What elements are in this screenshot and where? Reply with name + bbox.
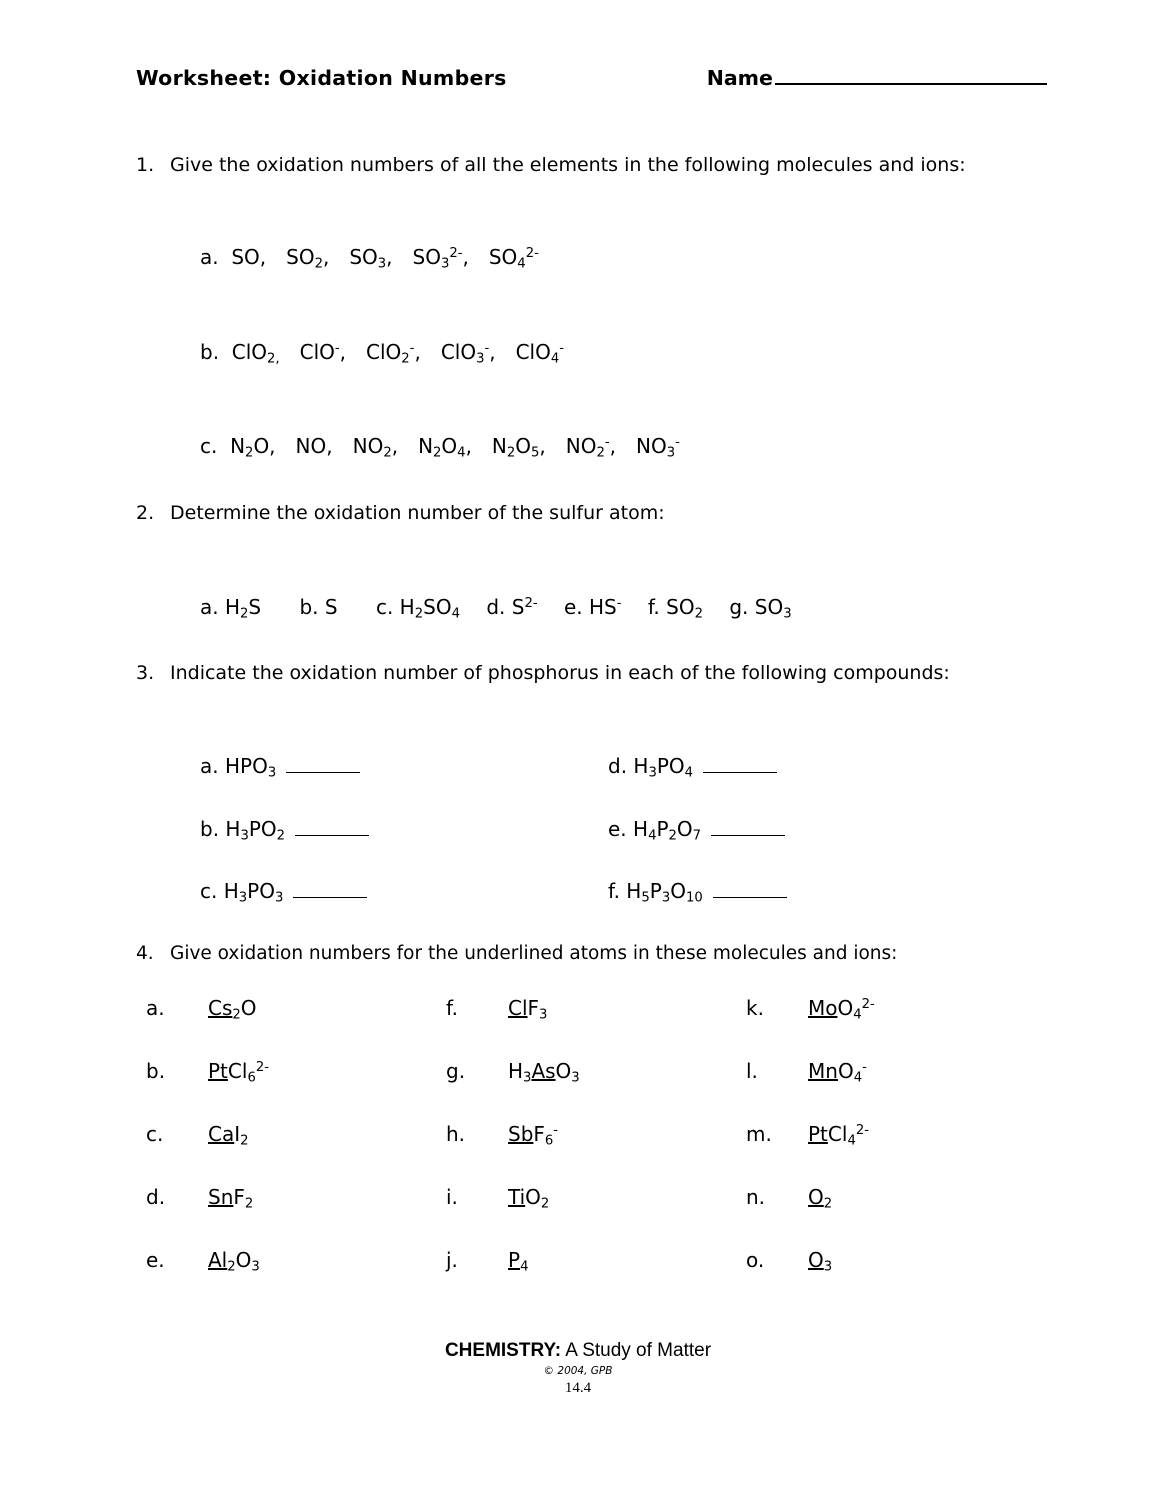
part-label: f. [647, 595, 660, 619]
question-4-grid [146, 996, 1046, 1311]
name-blank-rule[interactable] [775, 83, 1047, 85]
part-label: l. [746, 1059, 758, 1083]
question-3-part-c: c. $H_3PO_3$ [200, 878, 367, 905]
question-3-part-f: f. $H_5P_3O_{10}$ [608, 878, 787, 905]
name-field [707, 66, 1047, 90]
question-1-part-a [200, 245, 539, 271]
part-label: h. [446, 1122, 466, 1146]
formula: $Al_2O_3$ [208, 1248, 260, 1275]
formula: $H_3AsO_3$ [508, 1059, 580, 1086]
formula: $P_4$ [508, 1248, 529, 1275]
question-2-parts: a. $H_2S$ b. S c. $H_2SO_4$ d. $S^{2-}$ e. HS- f. $SO_2$ g. $SO_3$ [200, 595, 792, 622]
part-label: d. [146, 1185, 166, 1209]
formula-list: SO, $SO_2$, $SO_3$, $SO_3^{2-}$, $SO_4^{2-}$ [224, 245, 539, 272]
footer-title-rest: A Study of Matter [561, 1340, 712, 1361]
formula: SnF$_2$ [208, 1185, 254, 1212]
formula: PtCl$_4^{2-}$ [808, 1122, 869, 1149]
part-label: c. [146, 1122, 164, 1146]
question-4-part-o [746, 1248, 1046, 1274]
question-3 [136, 660, 966, 688]
answer-blank[interactable] [295, 816, 369, 836]
part-label: a. [200, 595, 219, 619]
part-label: n. [746, 1185, 766, 1209]
formula: CaI$_2$ [208, 1122, 249, 1149]
part-label: c. [200, 879, 218, 903]
answer-blank[interactable] [286, 753, 360, 773]
question-4-part-m [746, 1122, 1046, 1148]
part-label: b. [146, 1059, 166, 1083]
page-footer [0, 1340, 1156, 1397]
question-4-part-l [746, 1059, 1046, 1085]
question-3-part-d: d. $H_3PO_4$ [608, 753, 777, 780]
name-label: Name [706, 66, 773, 90]
question-4-part-j [446, 1248, 746, 1274]
part-label: a. [200, 245, 219, 269]
question-3-part-e: e. $H_4P_2O_7$ [608, 816, 785, 843]
answer-blank[interactable] [713, 878, 787, 898]
question-4-part-c [146, 1122, 446, 1148]
part-label: b. [299, 595, 319, 619]
page-title: Worksheet: Oxidation Numbers [136, 66, 507, 90]
question-3-text: Indicate the oxidation number of phosphorus in each of the following compounds: [170, 662, 950, 684]
question-1 [136, 152, 996, 180]
question-4-part-e [146, 1248, 446, 1274]
question-4-part-k [746, 996, 1046, 1022]
formula: TiO$_2$ [508, 1185, 550, 1212]
question-4 [136, 941, 996, 968]
footer-title-bold: CHEMISTRY: [444, 1340, 562, 1361]
question-3-number: 3. [136, 662, 155, 684]
part-label: d. [486, 595, 506, 619]
question-4-part-b [146, 1059, 446, 1085]
footer-title [0, 1340, 1156, 1362]
page-header [136, 66, 1036, 90]
question-4-row [146, 1185, 1046, 1248]
question-4-part-g [446, 1059, 746, 1085]
part-label: c. [200, 434, 218, 458]
part-label: k. [746, 996, 764, 1020]
footer-page-number: 14.4 [564, 1380, 592, 1396]
question-3-part-a: a. $HPO_3$ [200, 753, 360, 780]
part-label: c. [375, 595, 394, 619]
answer-blank[interactable] [711, 816, 785, 836]
part-label: d. [608, 754, 628, 778]
answer-blank[interactable] [703, 753, 777, 773]
question-4-part-f [446, 996, 746, 1022]
formula: MnO$_4$- [808, 1059, 867, 1086]
question-4-part-h [446, 1122, 746, 1148]
question-1-part-c [200, 434, 680, 460]
answer-blank[interactable] [293, 878, 367, 898]
formula-list: $N_2O$, NO, $NO_2$, $N_2O_4$, $N_2O_5$, $NO_2^-$, $NO_3^-$ [223, 434, 680, 461]
formula: MoO$_4^{2-}$ [808, 996, 875, 1023]
question-4-part-d [146, 1185, 446, 1211]
part-label: m. [746, 1122, 772, 1146]
question-4-row [146, 996, 1046, 1059]
formula: $O_3$ [808, 1248, 833, 1275]
part-label: a. [200, 754, 219, 778]
part-label: e. [608, 817, 627, 841]
part-label: e. [146, 1248, 165, 1272]
formula: ClF$_3$ [508, 996, 548, 1023]
question-4-text: Give oxidation numbers for the underlined atoms in these molecules and ions: [170, 943, 898, 964]
formula: SbF$_6$- [508, 1122, 559, 1149]
question-2 [136, 500, 996, 528]
question-4-row [146, 1059, 1046, 1122]
part-label: o. [746, 1248, 765, 1272]
question-2-number: 2. [136, 502, 155, 524]
formula: PtCl$_6^{2-}$ [208, 1059, 269, 1086]
question-2-text: Determine the oxidation number of the sulfur atom: [170, 502, 665, 524]
question-1-part-b [200, 340, 564, 366]
question-1-number: 1. [136, 154, 155, 176]
part-label: f. [446, 996, 458, 1020]
question-4-part-i [446, 1185, 746, 1211]
part-label: b. [200, 340, 220, 364]
formula: $Cs_2O$ [208, 996, 257, 1023]
part-label: i. [446, 1185, 458, 1209]
part-label: g. [446, 1059, 466, 1083]
part-label: g. [729, 595, 749, 619]
part-label: a. [146, 996, 165, 1020]
part-label: b. [200, 817, 220, 841]
question-1-text: Give the oxidation numbers of all the elements in the following molecules and ions: [170, 154, 966, 176]
part-label: e. [563, 595, 583, 619]
footer-copyright: © 2004, GPB [543, 1365, 613, 1377]
formula-list: ClO$_{2,}$ ClO-, ClO$_2$-, ClO$_3$-, ClO$_4$- [225, 340, 565, 367]
part-label: f. [608, 879, 620, 903]
part-label: j. [446, 1248, 458, 1272]
question-4-part-a [146, 996, 446, 1022]
question-4-part-n [746, 1185, 1046, 1211]
question-4-row [146, 1122, 1046, 1185]
question-3-part-b: b. $H_3PO_2$ [200, 816, 369, 843]
question-4-number: 4. [136, 943, 154, 964]
formula: $O_2$ [808, 1185, 833, 1212]
question-4-row [146, 1248, 1046, 1311]
